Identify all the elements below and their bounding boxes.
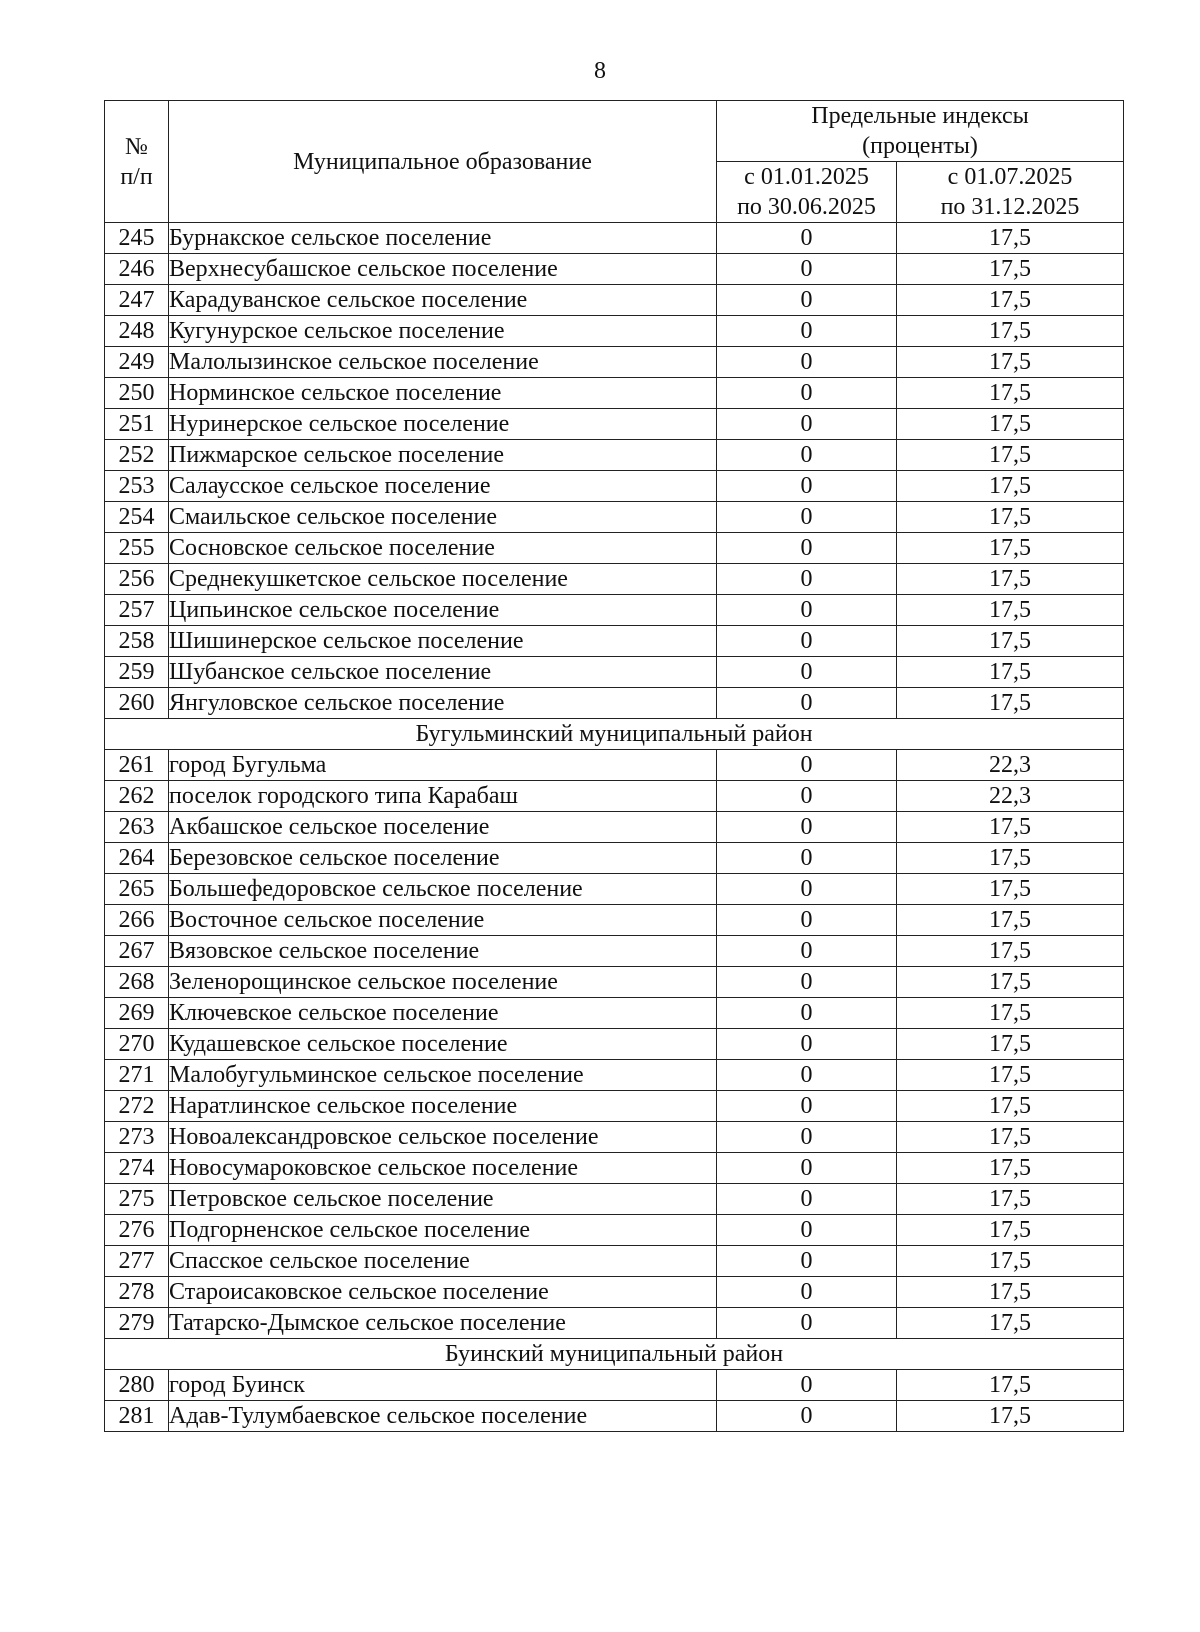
table-row bbox=[105, 1122, 1124, 1153]
row-number: 257 bbox=[105, 595, 169, 626]
row-number: 278 bbox=[105, 1277, 169, 1308]
municipality-name: Сосновское сельское поселение bbox=[169, 533, 717, 564]
table-row bbox=[105, 316, 1124, 347]
row-number: 281 bbox=[105, 1401, 169, 1432]
row-number: 268 bbox=[105, 967, 169, 998]
index-period-1: 0 bbox=[717, 1060, 897, 1091]
index-period-2: 17,5 bbox=[897, 874, 1124, 905]
index-period-2: 17,5 bbox=[897, 1122, 1124, 1153]
index-period-1: 0 bbox=[717, 1122, 897, 1153]
index-period-1: 0 bbox=[717, 626, 897, 657]
row-number: 274 bbox=[105, 1153, 169, 1184]
index-period-2: 17,5 bbox=[897, 1215, 1124, 1246]
row-number: 275 bbox=[105, 1184, 169, 1215]
header-period-2 bbox=[897, 162, 1124, 223]
header-limit-indices-line2: (проценты) bbox=[862, 133, 978, 159]
table-row bbox=[105, 936, 1124, 967]
index-period-2: 17,5 bbox=[897, 812, 1124, 843]
municipality-name: Шубанское сельское поселение bbox=[169, 657, 717, 688]
row-number: 280 bbox=[105, 1370, 169, 1401]
table-row bbox=[105, 1246, 1124, 1277]
header-limit-indices-line1: Предельные индексы bbox=[811, 103, 1029, 129]
index-period-1: 0 bbox=[717, 285, 897, 316]
header-period-1-line1: с 01.01.2025 bbox=[744, 164, 869, 190]
index-period-2: 17,5 bbox=[897, 657, 1124, 688]
table-row bbox=[105, 378, 1124, 409]
index-period-1: 0 bbox=[717, 812, 897, 843]
table-row bbox=[105, 905, 1124, 936]
index-period-1: 0 bbox=[717, 1215, 897, 1246]
municipality-name: Вязовское сельское поселение bbox=[169, 936, 717, 967]
municipality-name: Петровское сельское поселение bbox=[169, 1184, 717, 1215]
index-period-1: 0 bbox=[717, 564, 897, 595]
index-period-2: 17,5 bbox=[897, 533, 1124, 564]
index-period-1: 0 bbox=[717, 657, 897, 688]
table-row bbox=[105, 223, 1124, 254]
table-row bbox=[105, 440, 1124, 471]
header-period-1 bbox=[717, 162, 897, 223]
municipality-name: Зеленорощинское сельское поселение bbox=[169, 967, 717, 998]
municipality-name: Адав-Тулумбаевское сельское поселение bbox=[169, 1401, 717, 1432]
index-period-1: 0 bbox=[717, 1091, 897, 1122]
table-row bbox=[105, 657, 1124, 688]
row-number: 272 bbox=[105, 1091, 169, 1122]
row-number: 248 bbox=[105, 316, 169, 347]
table-row bbox=[105, 998, 1124, 1029]
municipality-name: Наратлинское сельское поселение bbox=[169, 1091, 717, 1122]
row-number: 277 bbox=[105, 1246, 169, 1277]
index-period-2: 17,5 bbox=[897, 688, 1124, 719]
municipality-name: Малолызинское сельское поселение bbox=[169, 347, 717, 378]
municipality-name: Пижмарское сельское поселение bbox=[169, 440, 717, 471]
header-number-line1: № bbox=[125, 133, 148, 160]
table-row bbox=[105, 502, 1124, 533]
municipality-name: Смаильское сельское поселение bbox=[169, 502, 717, 533]
municipality-name: Верхнесубашское сельское поселение bbox=[169, 254, 717, 285]
municipality-name: Подгорненское сельское поселение bbox=[169, 1215, 717, 1246]
index-period-2: 17,5 bbox=[897, 936, 1124, 967]
row-number: 249 bbox=[105, 347, 169, 378]
row-number: 254 bbox=[105, 502, 169, 533]
table-row bbox=[105, 471, 1124, 502]
index-period-2: 17,5 bbox=[897, 1401, 1124, 1432]
municipality-name: Бурнакское сельское поселение bbox=[169, 223, 717, 254]
table-row bbox=[105, 1184, 1124, 1215]
index-period-1: 0 bbox=[717, 1029, 897, 1060]
index-period-1: 0 bbox=[717, 936, 897, 967]
index-period-1: 0 bbox=[717, 750, 897, 781]
row-number: 246 bbox=[105, 254, 169, 285]
row-number: 270 bbox=[105, 1029, 169, 1060]
index-period-1: 0 bbox=[717, 688, 897, 719]
index-period-2: 22,3 bbox=[897, 750, 1124, 781]
index-period-1: 0 bbox=[717, 1370, 897, 1401]
index-period-2: 17,5 bbox=[897, 223, 1124, 254]
table-row bbox=[105, 1308, 1124, 1339]
header-period-2-line1: с 01.07.2025 bbox=[947, 164, 1073, 190]
section-row bbox=[105, 1339, 1124, 1370]
table-body bbox=[105, 223, 1124, 1432]
table-row bbox=[105, 1215, 1124, 1246]
table-row bbox=[105, 626, 1124, 657]
row-number: 264 bbox=[105, 843, 169, 874]
index-period-2: 17,5 bbox=[897, 502, 1124, 533]
header-number bbox=[105, 101, 169, 223]
row-number: 258 bbox=[105, 626, 169, 657]
row-number: 261 bbox=[105, 750, 169, 781]
row-number: 251 bbox=[105, 409, 169, 440]
index-period-2: 17,5 bbox=[897, 378, 1124, 409]
index-period-1: 0 bbox=[717, 905, 897, 936]
index-period-1: 0 bbox=[717, 502, 897, 533]
index-period-2: 17,5 bbox=[897, 1308, 1124, 1339]
row-number: 273 bbox=[105, 1122, 169, 1153]
index-period-1: 0 bbox=[717, 781, 897, 812]
municipality-name: город Бугульма bbox=[169, 750, 717, 781]
table-row bbox=[105, 874, 1124, 905]
index-period-2: 22,3 bbox=[897, 781, 1124, 812]
index-period-2: 17,5 bbox=[897, 1370, 1124, 1401]
table-row bbox=[105, 285, 1124, 316]
section-title: Буинский муниципальный район bbox=[105, 1339, 1124, 1370]
table-row bbox=[105, 595, 1124, 626]
index-period-2: 17,5 bbox=[897, 254, 1124, 285]
index-period-1: 0 bbox=[717, 409, 897, 440]
row-number: 260 bbox=[105, 688, 169, 719]
table-row bbox=[105, 564, 1124, 595]
table-row bbox=[105, 1401, 1124, 1432]
index-period-2: 17,5 bbox=[897, 440, 1124, 471]
index-period-2: 17,5 bbox=[897, 1060, 1124, 1091]
index-period-2: 17,5 bbox=[897, 998, 1124, 1029]
index-period-2: 17,5 bbox=[897, 595, 1124, 626]
index-period-2: 17,5 bbox=[897, 626, 1124, 657]
table-row bbox=[105, 347, 1124, 378]
municipality-name: Норминское сельское поселение bbox=[169, 378, 717, 409]
municipality-name: Восточное сельское поселение bbox=[169, 905, 717, 936]
municipality-name: Татарско-Дымское сельское поселение bbox=[169, 1308, 717, 1339]
header-municipality: Муниципальное образование bbox=[169, 101, 717, 223]
municipality-name: Шишинерское сельское поселение bbox=[169, 626, 717, 657]
index-period-1: 0 bbox=[717, 1153, 897, 1184]
municipality-name: Спасское сельское поселение bbox=[169, 1246, 717, 1277]
index-period-2: 17,5 bbox=[897, 316, 1124, 347]
table-row bbox=[105, 533, 1124, 564]
index-period-1: 0 bbox=[717, 223, 897, 254]
index-period-1: 0 bbox=[717, 347, 897, 378]
header-period-2-line2: по 31.12.2025 bbox=[940, 194, 1080, 220]
index-period-2: 17,5 bbox=[897, 285, 1124, 316]
municipality-name: Березовское сельское поселение bbox=[169, 843, 717, 874]
row-number: 263 bbox=[105, 812, 169, 843]
table-row bbox=[105, 1153, 1124, 1184]
table-row bbox=[105, 254, 1124, 285]
index-period-2: 17,5 bbox=[897, 1153, 1124, 1184]
index-period-2: 17,5 bbox=[897, 1277, 1124, 1308]
municipality-name: Малобугульминское сельское поселение bbox=[169, 1060, 717, 1091]
row-number: 253 bbox=[105, 471, 169, 502]
table-row bbox=[105, 1029, 1124, 1060]
index-period-1: 0 bbox=[717, 533, 897, 564]
municipality-name: Большефедоровское сельское поселение bbox=[169, 874, 717, 905]
index-period-1: 0 bbox=[717, 595, 897, 626]
table-row bbox=[105, 967, 1124, 998]
municipality-name: Карадуванское сельское поселение bbox=[169, 285, 717, 316]
index-period-1: 0 bbox=[717, 1277, 897, 1308]
table-row bbox=[105, 812, 1124, 843]
header-period-1-line2: по 30.06.2025 bbox=[737, 194, 876, 220]
table-row bbox=[105, 750, 1124, 781]
table-row bbox=[105, 843, 1124, 874]
index-period-2: 17,5 bbox=[897, 1246, 1124, 1277]
index-period-1: 0 bbox=[717, 1401, 897, 1432]
row-number: 267 bbox=[105, 936, 169, 967]
index-period-1: 0 bbox=[717, 843, 897, 874]
municipality-name: Староисаковское сельское поселение bbox=[169, 1277, 717, 1308]
table-row bbox=[105, 688, 1124, 719]
index-period-2: 17,5 bbox=[897, 1091, 1124, 1122]
index-period-2: 17,5 bbox=[897, 1029, 1124, 1060]
municipality-name: Новосумароковское сельское поселение bbox=[169, 1153, 717, 1184]
index-period-2: 17,5 bbox=[897, 905, 1124, 936]
row-number: 256 bbox=[105, 564, 169, 595]
index-period-2: 17,5 bbox=[897, 409, 1124, 440]
municipality-name: Новоалександровское сельское поселение bbox=[169, 1122, 717, 1153]
row-number: 247 bbox=[105, 285, 169, 316]
municipality-name: город Буинск bbox=[169, 1370, 717, 1401]
table-row bbox=[105, 781, 1124, 812]
page-number: 8 bbox=[594, 58, 606, 84]
index-period-1: 0 bbox=[717, 254, 897, 285]
header-limit-indices bbox=[717, 101, 1124, 162]
municipality-name: Ципьинское сельское поселение bbox=[169, 595, 717, 626]
municipality-name: Янгуловское сельское поселение bbox=[169, 688, 717, 719]
header-row-1 bbox=[105, 101, 1124, 162]
row-number: 259 bbox=[105, 657, 169, 688]
index-period-2: 17,5 bbox=[897, 843, 1124, 874]
municipality-name: Нуринерское сельское поселение bbox=[169, 409, 717, 440]
row-number: 279 bbox=[105, 1308, 169, 1339]
table-row bbox=[105, 1370, 1124, 1401]
index-period-1: 0 bbox=[717, 874, 897, 905]
header-number-line2: п/п bbox=[120, 163, 153, 190]
row-number: 245 bbox=[105, 223, 169, 254]
index-period-2: 17,5 bbox=[897, 564, 1124, 595]
row-number: 266 bbox=[105, 905, 169, 936]
municipality-name: Салаусское сельское поселение bbox=[169, 471, 717, 502]
row-number: 265 bbox=[105, 874, 169, 905]
index-period-2: 17,5 bbox=[897, 347, 1124, 378]
row-number: 271 bbox=[105, 1060, 169, 1091]
table-row bbox=[105, 1060, 1124, 1091]
table-row bbox=[105, 1091, 1124, 1122]
table-row bbox=[105, 1277, 1124, 1308]
municipality-name: поселок городского типа Карабаш bbox=[169, 781, 717, 812]
row-number: 262 bbox=[105, 781, 169, 812]
row-number: 252 bbox=[105, 440, 169, 471]
index-period-2: 17,5 bbox=[897, 1184, 1124, 1215]
index-period-1: 0 bbox=[717, 378, 897, 409]
index-period-1: 0 bbox=[717, 1246, 897, 1277]
municipality-name: Ключевское сельское поселение bbox=[169, 998, 717, 1029]
municipality-name: Среднекушкетское сельское поселение bbox=[169, 564, 717, 595]
index-period-1: 0 bbox=[717, 316, 897, 347]
row-number: 250 bbox=[105, 378, 169, 409]
index-period-2: 17,5 bbox=[897, 967, 1124, 998]
municipality-name: Акбашское сельское поселение bbox=[169, 812, 717, 843]
index-period-1: 0 bbox=[717, 998, 897, 1029]
row-number: 269 bbox=[105, 998, 169, 1029]
section-row bbox=[105, 719, 1124, 750]
municipality-name: Кугунурское сельское поселение bbox=[169, 316, 717, 347]
municipality-name: Кудашевское сельское поселение bbox=[169, 1029, 717, 1060]
table-header bbox=[105, 101, 1124, 223]
table-row bbox=[105, 409, 1124, 440]
index-period-1: 0 bbox=[717, 471, 897, 502]
row-number: 255 bbox=[105, 533, 169, 564]
index-period-2: 17,5 bbox=[897, 471, 1124, 502]
index-period-1: 0 bbox=[717, 1308, 897, 1339]
index-period-1: 0 bbox=[717, 440, 897, 471]
tariff-index-table bbox=[104, 100, 1124, 1432]
row-number: 276 bbox=[105, 1215, 169, 1246]
section-title: Бугульминский муниципальный район bbox=[105, 719, 1124, 750]
index-period-1: 0 bbox=[717, 967, 897, 998]
index-period-1: 0 bbox=[717, 1184, 897, 1215]
